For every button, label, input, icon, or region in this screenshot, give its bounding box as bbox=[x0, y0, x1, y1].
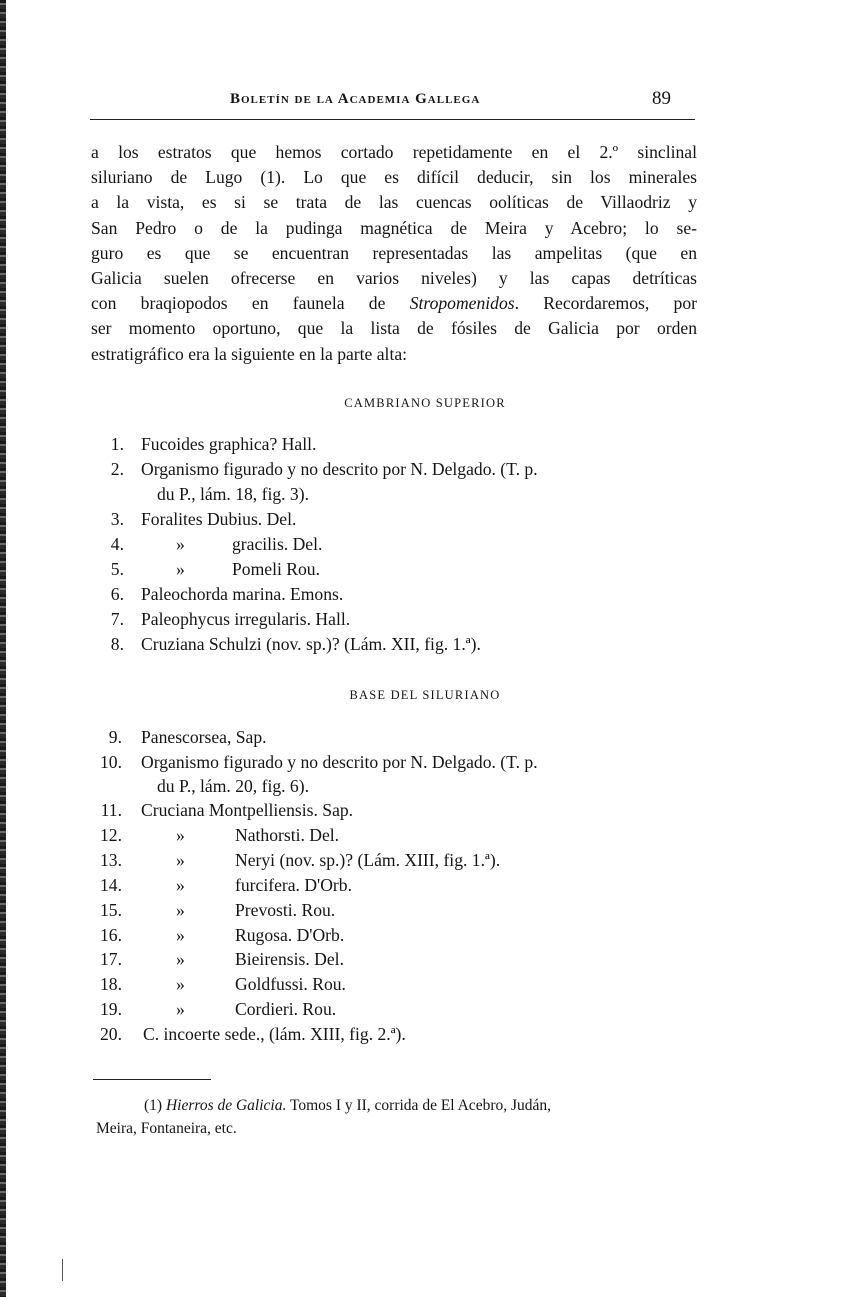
item-number: 18. bbox=[100, 974, 122, 994]
item-number: 17. bbox=[100, 949, 122, 969]
footnote-marker: (1) bbox=[144, 1097, 163, 1114]
footnote bbox=[96, 1094, 708, 1140]
ditto-mark: » bbox=[176, 825, 185, 845]
item-text: Cordieri. Rou. bbox=[235, 999, 337, 1019]
italic-taxon: Stropomenidos bbox=[409, 293, 515, 314]
item-number: 5. bbox=[110, 559, 124, 579]
item-number: 1. bbox=[110, 434, 124, 454]
item-text: Pomeli Rou. bbox=[232, 559, 320, 579]
item-number: 13. bbox=[100, 850, 122, 870]
footnote-line: Meira, Fontaneira, etc. bbox=[96, 1120, 237, 1137]
item-number: 7. bbox=[110, 609, 124, 629]
item-text: du P., lám. 18, fig. 3). bbox=[157, 484, 309, 504]
item-text: Neryi (nov. sp.)? (Lám. XIII, fig. 1.ª). bbox=[235, 850, 501, 870]
item-text: Paleochorda marina. Emons. bbox=[141, 584, 344, 604]
item-text: Rugosa. D'Orb. bbox=[235, 925, 345, 945]
item-number: 6. bbox=[110, 584, 124, 604]
item-text: Fucoides graphica? Hall. bbox=[141, 434, 317, 454]
paragraph-line: ser momento oportuno, que la lista de fósiles de Galicia por orden bbox=[91, 318, 697, 339]
item-number: 12. bbox=[100, 825, 122, 845]
item-number: 9. bbox=[108, 727, 122, 747]
ditto-mark: » bbox=[176, 850, 185, 870]
paragraph-line: siluriano de Lugo (1). Lo que es difícil deducir, sin los minerales bbox=[91, 167, 697, 188]
item-text: Nathorsti. Del. bbox=[235, 825, 340, 845]
paragraph-line: a los estratos que hemos cortado repetidamente en el 2.º sinclinal bbox=[91, 142, 697, 162]
item-number: 10. bbox=[100, 752, 122, 772]
item-number: 11. bbox=[100, 800, 122, 820]
ditto-mark: » bbox=[176, 559, 185, 579]
paragraph-line: Galicia suelen ofrecerse en varios niveles) y las capas detríticas bbox=[91, 267, 697, 288]
item-number: 20. bbox=[100, 1024, 122, 1044]
ditto-mark: » bbox=[176, 900, 185, 920]
item-number: 19. bbox=[100, 999, 122, 1019]
item-text: Organismo figurado y no descrito por N. Delgado. (T. p. bbox=[141, 752, 538, 772]
running-header: Boletín de la Academia Gallega bbox=[230, 91, 481, 107]
item-text: Goldfussi. Rou. bbox=[235, 974, 346, 994]
ditto-mark: » bbox=[176, 999, 185, 1019]
item-text: Foralites Dubius. Del. bbox=[141, 509, 297, 529]
item-number: 8. bbox=[110, 634, 124, 654]
section-title-siluriano: BASE DEL SILURIANO bbox=[349, 688, 501, 702]
item-text: Bieirensis. Del. bbox=[235, 949, 344, 969]
item-number: 3. bbox=[110, 509, 124, 529]
item-text: C. incoerte sede., (lám. XIII, fig. 2.ª). bbox=[143, 1024, 406, 1044]
item-text: Prevosti. Rou. bbox=[235, 900, 336, 920]
section-title-cambriano: CAMBRIANO SUPERIOR bbox=[344, 396, 506, 410]
item-text: Cruziana Schulzi (nov. sp.)? (Lám. XII, fig. 1.ª). bbox=[141, 634, 481, 654]
item-text: Cruciana Montpelliensis. Sap. bbox=[141, 800, 354, 820]
item-number: 16. bbox=[100, 925, 122, 945]
item-number: 14. bbox=[100, 875, 122, 895]
ditto-mark: » bbox=[176, 974, 185, 994]
ditto-mark: » bbox=[176, 875, 185, 895]
scan-mark bbox=[62, 1259, 63, 1281]
item-number: 4. bbox=[110, 534, 124, 554]
item-text: Paleophycus irregularis. Hall. bbox=[141, 609, 351, 629]
paragraph-line bbox=[91, 291, 697, 316]
line-text: con braqiopodos en faunela de bbox=[91, 293, 410, 314]
paragraph-line: San Pedro o de la pudinga magnética de Meira y Acebro; lo se- bbox=[91, 217, 697, 238]
item-text: Panescorsea, Sap. bbox=[141, 727, 267, 747]
footnote-title: Hierros de Galicia. bbox=[165, 1097, 287, 1114]
page-number: 89 bbox=[652, 88, 671, 109]
footnote-rule bbox=[93, 1079, 211, 1080]
item-number: 2. bbox=[110, 459, 124, 479]
ditto-mark: » bbox=[176, 949, 185, 969]
line-text: . Recordaremos, por bbox=[514, 293, 697, 314]
item-text: gracilis. Del. bbox=[232, 534, 323, 554]
item-text: Organismo figurado y no descrito por N. Delgado. (T. p. bbox=[141, 459, 538, 479]
ditto-mark: » bbox=[176, 925, 185, 945]
paragraph-line: a la vista, es si se trata de las cuencas oolíticas de Villaodriz y bbox=[91, 192, 697, 213]
footnote-text: Tomos I y II, corrida de El Acebro, Judán, bbox=[289, 1097, 552, 1114]
item-text: furcifera. D'Orb. bbox=[235, 875, 352, 895]
header-rule bbox=[90, 119, 695, 120]
footnote-line bbox=[96, 1094, 708, 1117]
paragraph-line: guro es que se encuentran representadas las ampelitas (que en bbox=[91, 242, 697, 263]
page-binding-edge bbox=[0, 0, 6, 1297]
item-number: 15. bbox=[100, 900, 122, 920]
body-paragraph bbox=[91, 140, 697, 367]
ditto-mark: » bbox=[176, 534, 185, 554]
item-text: du P., lám. 20, fig. 6). bbox=[157, 776, 309, 796]
paragraph-line: estratigráfico era la siguiente en la parte alta: bbox=[91, 343, 408, 364]
